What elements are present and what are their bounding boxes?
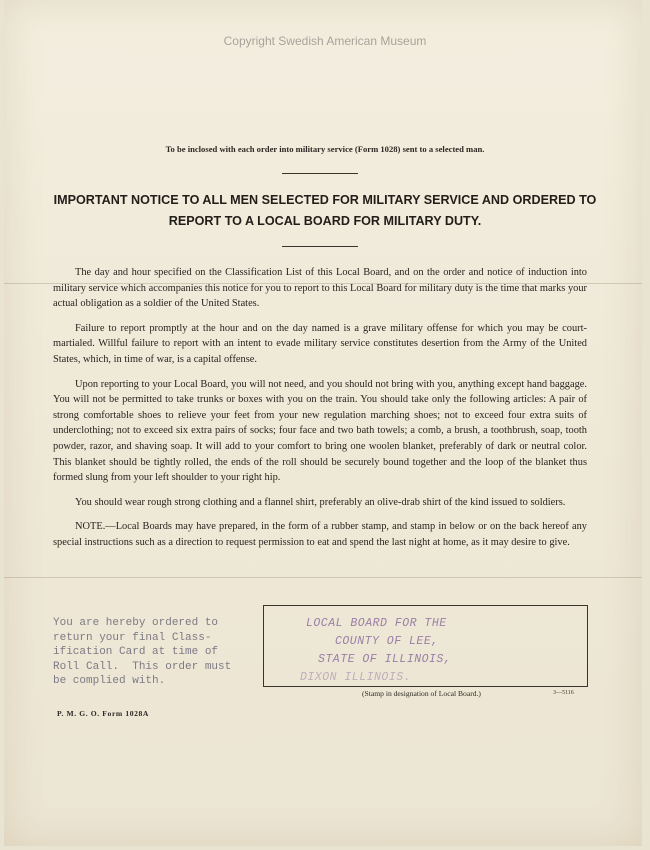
stamp-line-3: STATE OF ILLINOIS,	[318, 653, 452, 666]
paragraph-baggage: Upon reporting to your Local Board, you will not need, and you should not bring with you, anything except hand baggage. You will not be permitted to take trunks or boxes with you on the train. You should take only the following articles: A pair of strong comfortable shoes to relieve your feet from your new regulation marching shoes; not to exceed four extra suits of underclothing; not to exceed six extra pairs of socks; four face and two bath towels; a comb, a brush, a toothbrush, soap, tooth powder, razor, and shaving soap. It will add to your comfort to bring one woolen blanket, preferably of dark or neutral color. This blanket should be tightly rolled, the ends of the roll should be securely bound together and the loop of the blanket thus formed slung from your left shoulder to your right hip.	[53, 378, 587, 484]
notice-body	[53, 265, 587, 560]
paragraph-reporting-time: The day and hour specified on the Classification List of this Local Board, and on the order and notice of induction into military service which accompanies this notice for you to report to this Local Board for military duty is the time that marks your actual obligation as a soldier of the United States.	[53, 267, 587, 310]
local-board-stamp	[290, 615, 451, 687]
print-code: 3—5116	[553, 690, 574, 696]
copyright-watermark: Copyright Swedish American Museum	[223, 34, 427, 48]
paragraph-failure-to-report: Failure to report promptly at the hour and on the day named is a grave military offense for which you may be court-martialed. Willful failure to report with an intent to evade military service constitutes desertion from the Army of the United States, which, in time of war, is a capital offense.	[53, 322, 587, 365]
typed-instruction: You are hereby ordered to return your final Class- ification Card at time of Roll Call. This order must be complied with.	[53, 617, 232, 687]
stamp-caption: (Stamp in designation of Local Board.)	[362, 689, 481, 698]
notice-title-line-2: REPORT TO A LOCAL BOARD FOR MILITARY DUTY.	[168, 214, 482, 228]
notice-title-line-1: IMPORTANT NOTICE TO ALL MEN SELECTED FOR MILITARY SERVICE AND ORDERED TO	[53, 193, 597, 207]
form-number: P. M. G. O. Form 1028A	[57, 709, 150, 718]
notice-title	[40, 190, 610, 232]
stamp-line-2: COUNTY OF LEE,	[335, 635, 439, 648]
stamp-line-4: DIXON ILLINOIS.	[300, 671, 412, 684]
bottom-divider	[282, 246, 358, 247]
top-divider	[282, 173, 358, 174]
fold-line	[4, 577, 642, 578]
enclosure-instruction: To be inclosed with each order into military service (Form 1028) sent to a selected man.	[165, 144, 485, 154]
paragraph-note: NOTE.—Local Boards may have prepared, in the form of a rubber stamp, and stamp in below or on the back hereof any special instructions such as a direction to request permission to eat and spend the last night at home, as it may desire to give.	[53, 521, 587, 548]
stamp-line-1: LOCAL BOARD FOR THE	[306, 617, 447, 630]
paragraph-clothing: You should wear rough strong clothing and a flannel shirt, preferably an olive-drab shirt of the kind issued to soldiers.	[75, 496, 566, 508]
